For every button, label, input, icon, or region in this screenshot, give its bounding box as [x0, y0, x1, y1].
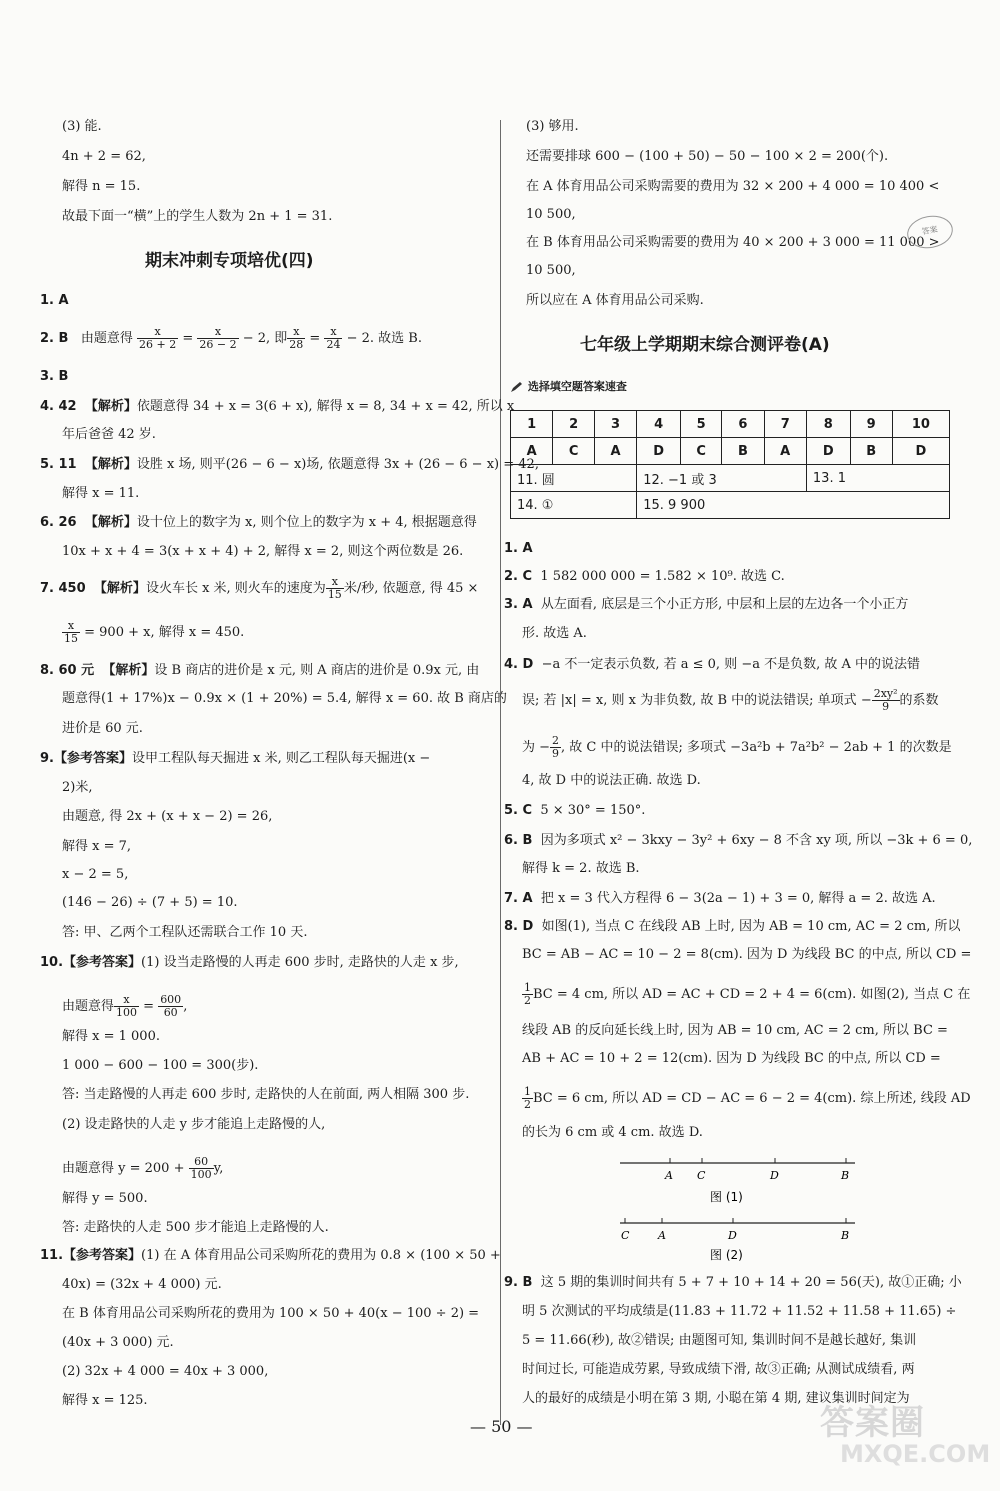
q9-line2: 2)米, — [62, 780, 93, 795]
q10-line9: 答: 走路快的人走 500 步才能追上走路慢的人. — [62, 1220, 329, 1235]
cell-12: 12. −1 或 3 — [637, 465, 807, 492]
a6-line2: 解得 k = 2. 故选 B. — [522, 861, 640, 876]
table-answer-cell: B — [850, 438, 892, 465]
q7-line2: $\frac{x}{15}$ = 900 + x, 解得 x = 450. — [64, 619, 245, 645]
a9-line2: 明 5 次测试的平均成绩是(11.83 + 11.72 + 11.52 + 11.58 + 11.65) ÷ — [522, 1304, 957, 1319]
a8-line5: AB + AC = 10 + 2 = 12(cm). 因为 D 为线段 BC 的中点, 所以 CD = — [522, 1051, 941, 1066]
column-divider — [500, 120, 501, 1425]
q7-line1: 7. 450 【解析】设火车长 x 米, 则火车的速度为 $\frac{x}{15}$ 米/秒, 依题意, 得 45 × — [40, 575, 479, 601]
q10-line2: 由题意得 $\frac{x}{100}$ = $\frac{600}{60}$ , — [62, 993, 188, 1019]
cell-15: 15. 9 900 — [637, 492, 950, 519]
q5-line2: 解得 x = 11. — [62, 486, 140, 501]
a3-line1: 3. A 从左面看, 底层是三个小正方形, 中层和上层的左边各一个小正方 — [504, 597, 909, 612]
a9-line4: 时间过长, 可能造成劳累, 导致成绩下滑, 故③正确; 从测试成绩看, 两 — [522, 1362, 915, 1377]
r-top-5: 在 B 体育用品公司采购需要的费用为 40 × 200 + 3 000 = 11 000 > — [526, 235, 940, 250]
table-answer-cell: B — [722, 438, 764, 465]
q8-line3: 进价是 60 元. — [62, 721, 143, 736]
fig1-label-a: A — [665, 1169, 673, 1182]
a2: 2. C 1 582 000 000 = 1.582 × 10⁹. 故选 C. — [504, 569, 785, 584]
table-answer-cell: A — [594, 438, 636, 465]
r-top-1: (3) 够用. — [526, 119, 579, 134]
table-header-cell: 2 — [553, 411, 594, 438]
table-header-cell: 9 — [850, 411, 892, 438]
table-answer-cell: C — [680, 438, 721, 465]
table-header-cell: 5 — [680, 411, 721, 438]
table-header-cell: 8 — [806, 411, 850, 438]
a1: 1. A — [504, 541, 533, 556]
q2-number: 2. B — [40, 331, 69, 346]
a9-line1: 9. B 这 5 期的集训时间共有 5 + 7 + 10 + 14 + 20 = 56(天), 故①正确; 小 — [504, 1275, 962, 1290]
section-title-right: 七年级上学期期末综合测评卷(A) — [580, 335, 830, 355]
table-header-cell: 1 — [511, 411, 553, 438]
fig2-caption: 图 (2) — [710, 1248, 743, 1262]
q10-line5: 答: 当走路慢的人再走 600 步时, 走路快的人在前面, 两人相隔 300 步. — [62, 1087, 470, 1102]
a8-line2: BC = AB − AC = 10 − 2 = 8(cm). 因为 D 为线段 BC 的中点, 所以 CD = — [522, 947, 972, 962]
figure-1 — [610, 1155, 870, 1210]
q2-answer: 2. B 由题意得 $\frac{x}{26 + 2}$ = $\frac{x}{26 - 2}$ − 2, 即 $\frac{x}{28}$ = $\frac{x}{24}$ − 2. 故选 B. — [40, 325, 422, 351]
fig1-label-d: D — [770, 1169, 779, 1182]
q11-line3: 在 B 体育用品公司采购所花的费用为 100 × 50 + 40(x − 100 ÷ 2) = — [62, 1306, 480, 1321]
a4-line2: 误; 若 |x| = x, 则 x 为非负数, 故 B 中的说法错误; 单项式 − $\frac{\text{2xy²}}{9}$ 的系数 — [522, 687, 939, 713]
q10-line3: 解得 x = 1 000. — [62, 1029, 160, 1044]
q9-line7: 答: 甲、乙两个工程队还需联合工作 10 天. — [62, 925, 308, 940]
a4-line1: 4. D −a 不一定表示负数, 若 a ≤ 0, 则 −a 不是负数, 故 A 中的说法错 — [504, 657, 921, 672]
q2-frac1: $\frac{x}{26 + 2}$ — [138, 325, 177, 351]
table-header-row — [511, 411, 950, 438]
table-answer-cell: D — [806, 438, 850, 465]
fig1-label-c: C — [697, 1169, 706, 1182]
cell-11: 11. 圆 — [511, 465, 637, 492]
q11-line4: (40x + 3 000) 元. — [62, 1335, 174, 1350]
q10-line8: 解得 y = 500. — [62, 1191, 148, 1206]
r-top-6: 10 500, — [526, 263, 576, 278]
q11-line1: 11.【参考答案】(1) 在 A 体育用品公司采购所花的费用为 0.8 × (100 × 50 + — [40, 1248, 501, 1263]
q3-answer — [40, 368, 68, 386]
table-answer-cell: D — [637, 438, 681, 465]
answer-table — [510, 410, 950, 519]
a3-line2: 形. 故选 A. — [522, 626, 587, 641]
q6-line1: 6. 26 【解析】设十位上的数字为 x, 则个位上的数字为 x + 4, 根据题意得 — [40, 515, 477, 530]
a9-line3: 5 = 11.66(秒), 故②错误; 由题图可知, 集训时间不是越长越好, 集训 — [522, 1333, 917, 1348]
r-top-7: 所以应在 A 体育用品公司采购. — [526, 293, 704, 308]
table-header-cell: 4 — [637, 411, 681, 438]
q8-line1: 8. 60 元 【解析】设 B 商店的进价是 x 元, 则 A 商店的进价是 0.9x 元, 由 — [40, 663, 480, 678]
r-top-3: 在 A 体育用品公司采购需要的费用为 32 × 200 + 4 000 = 10 400 < — [526, 179, 940, 194]
section-title-left: 期末冲刺专项培优(四) — [145, 251, 314, 271]
q10-line6: (2) 设走路快的人走 y 步才能追上走路慢的人, — [62, 1117, 326, 1132]
cell-14: 14. ① — [511, 492, 637, 519]
p3-line2: 4n + 2 = 62, — [62, 149, 146, 164]
q9-line6: (146 − 26) ÷ (7 + 5) = 10. — [62, 895, 238, 910]
p3-line3: 解得 n = 15. — [62, 179, 141, 194]
q2-frac2: $\frac{x}{26 - 2}$ — [199, 325, 237, 351]
table-answer-cell: A — [511, 438, 553, 465]
q7-frac: $\frac{x}{15}$ — [327, 575, 342, 601]
q1-answer — [40, 292, 69, 310]
q2-frac4: $\frac{x}{24}$ — [326, 325, 341, 351]
a7: 7. A 把 x = 3 代入方程得 6 − 3(2a − 1) + 3 = 0, 解得 a = 2. 故选 A. — [504, 891, 936, 906]
q3-number: 3. B — [40, 369, 69, 384]
table-answer-row — [511, 438, 950, 465]
q5-line1: 5. 11 【解析】设胜 x 场, 则平(26 − 6 − x)场, 依题意得 3x + (26 − 6 − x) = 42, — [40, 457, 539, 472]
q9-line3: 由题意, 得 2x + (x + x − 2) = 26, — [62, 809, 273, 824]
q9-line4: 解得 x = 7, — [62, 839, 132, 854]
a4-line3: 为 − $\frac{2}{9}$ , 故 C 中的说法错误; 多项式 −3a²b + 7a²b² − 2ab + 1 的次数是 — [522, 734, 952, 760]
a8-line3: $\frac{1}{2}$ BC = 4 cm, 所以 AD = AC + CD = 2 + 4 = 6(cm). 如图(2), 当点 C 在 — [524, 981, 971, 1007]
q4-line2: 年后爸爸 42 岁. — [62, 427, 156, 442]
q2-pre: 由题意得 — [80, 331, 133, 346]
q10-line4: 1 000 − 600 − 100 = 300(步). — [62, 1058, 259, 1073]
a4-line4: 4, 故 D 中的说法正确. 故选 D. — [522, 773, 701, 788]
r-top-4: 10 500, — [526, 207, 576, 222]
r-top-2: 还需要排球 600 − (100 + 50) − 50 − 100 × 2 = 200(个). — [526, 149, 889, 164]
table-answer-cell: D — [892, 438, 949, 465]
q2-frac3: $\frac{x}{28}$ — [289, 325, 304, 351]
table-header-cell: 10 — [892, 411, 949, 438]
p3-line4: 故最下面一“横”上的学生人数为 2n + 1 = 31. — [62, 209, 333, 224]
page-number: — 50 — — [470, 1417, 533, 1436]
pencil-icon — [510, 381, 524, 393]
q6-line2: 10x + x + 4 = 3(x + x + 4) + 2, 解得 x = 2, 则这个两位数是 26. — [62, 544, 464, 559]
stamp: 答案 — [905, 212, 956, 252]
a9-line5: 人的最好的成绩是小明在第 3 期, 小聪在第 4 期, 建议集训时间定为 — [522, 1391, 910, 1406]
fig2-label-c: C — [621, 1229, 630, 1242]
figure-2 — [610, 1215, 870, 1265]
a8-line1: 8. D 如图(1), 当点 C 在线段 AB 上时, 因为 AB = 10 cm, AC = 2 cm, 所以 — [504, 919, 961, 934]
fig2-label-b: B — [841, 1229, 850, 1242]
p3-line1: (3) 能. — [62, 119, 102, 134]
q11-line5: (2) 32x + 4 000 = 40x + 3 000, — [62, 1364, 269, 1379]
quick-check-label: 选择填空题答案速查 — [510, 378, 627, 394]
a5: 5. C 5 × 30° = 150°. — [504, 803, 646, 818]
table-row-4 — [511, 492, 950, 519]
q10-line7: 由题意得 y = 200 + $\frac{60}{100}$ y, — [62, 1155, 224, 1181]
table-header-cell: 6 — [722, 411, 764, 438]
q9-line1: 9.【参考答案】设甲工程队每天掘进 x 米, 则乙工程队每天掘进(x − — [40, 751, 431, 766]
table-header-cell: 7 — [764, 411, 806, 438]
watermark-url: MXQE.COM — [840, 1440, 991, 1468]
watermark-logo: 答案圈 — [820, 1403, 925, 1443]
table-answer-cell: A — [764, 438, 806, 465]
fig1-caption: 图 (1) — [710, 1190, 743, 1204]
table-answer-cell: C — [553, 438, 594, 465]
cell-13: 13. 1 — [806, 465, 949, 492]
a8-line6: $\frac{1}{2}$ BC = 6 cm, 所以 AD = CD − AC = 6 − 2 = 4(cm). 综上所述, 线段 AD — [524, 1085, 971, 1111]
a6-line1: 6. B 因为多项式 x² − 3kxy − 3y² + 6xy − 8 不含 xy 项, 所以 −3k + 6 = 0, — [504, 833, 973, 848]
fig1-label-b: B — [841, 1169, 850, 1182]
q9-line5: x − 2 = 5, — [62, 867, 129, 882]
q8-line2: 题意得(1 + 17%)x − 0.9x × (1 + 20%) = 5.4, 解得 x = 60. 故 B 商店的 — [62, 691, 507, 706]
q4-line1: 4. 42 【解析】依题意得 34 + x = 3(6 + x), 解得 x = 8, 34 + x = 42, 所以 x — [40, 399, 515, 414]
a8-line7: 的长为 6 cm 或 4 cm. 故选 D. — [522, 1125, 703, 1140]
fig2-label-d: D — [728, 1229, 737, 1242]
q1-number: 1. A — [40, 293, 69, 308]
table-row-3 — [511, 465, 950, 492]
table-header-cell: 3 — [594, 411, 636, 438]
a8-line4: 线段 AB 的反向延长线上时, 因为 AB = 10 cm, AC = 2 cm, 所以 BC = — [522, 1023, 948, 1038]
fig2-label-a: A — [658, 1229, 666, 1242]
q10-line1: 10.【参考答案】(1) 设当走路慢的人再走 600 步时, 走路快的人走 x 步, — [40, 955, 459, 970]
q11-line2: 40x) = (32x + 4 000) 元. — [62, 1277, 222, 1292]
q11-line6: 解得 x = 125. — [62, 1393, 148, 1408]
